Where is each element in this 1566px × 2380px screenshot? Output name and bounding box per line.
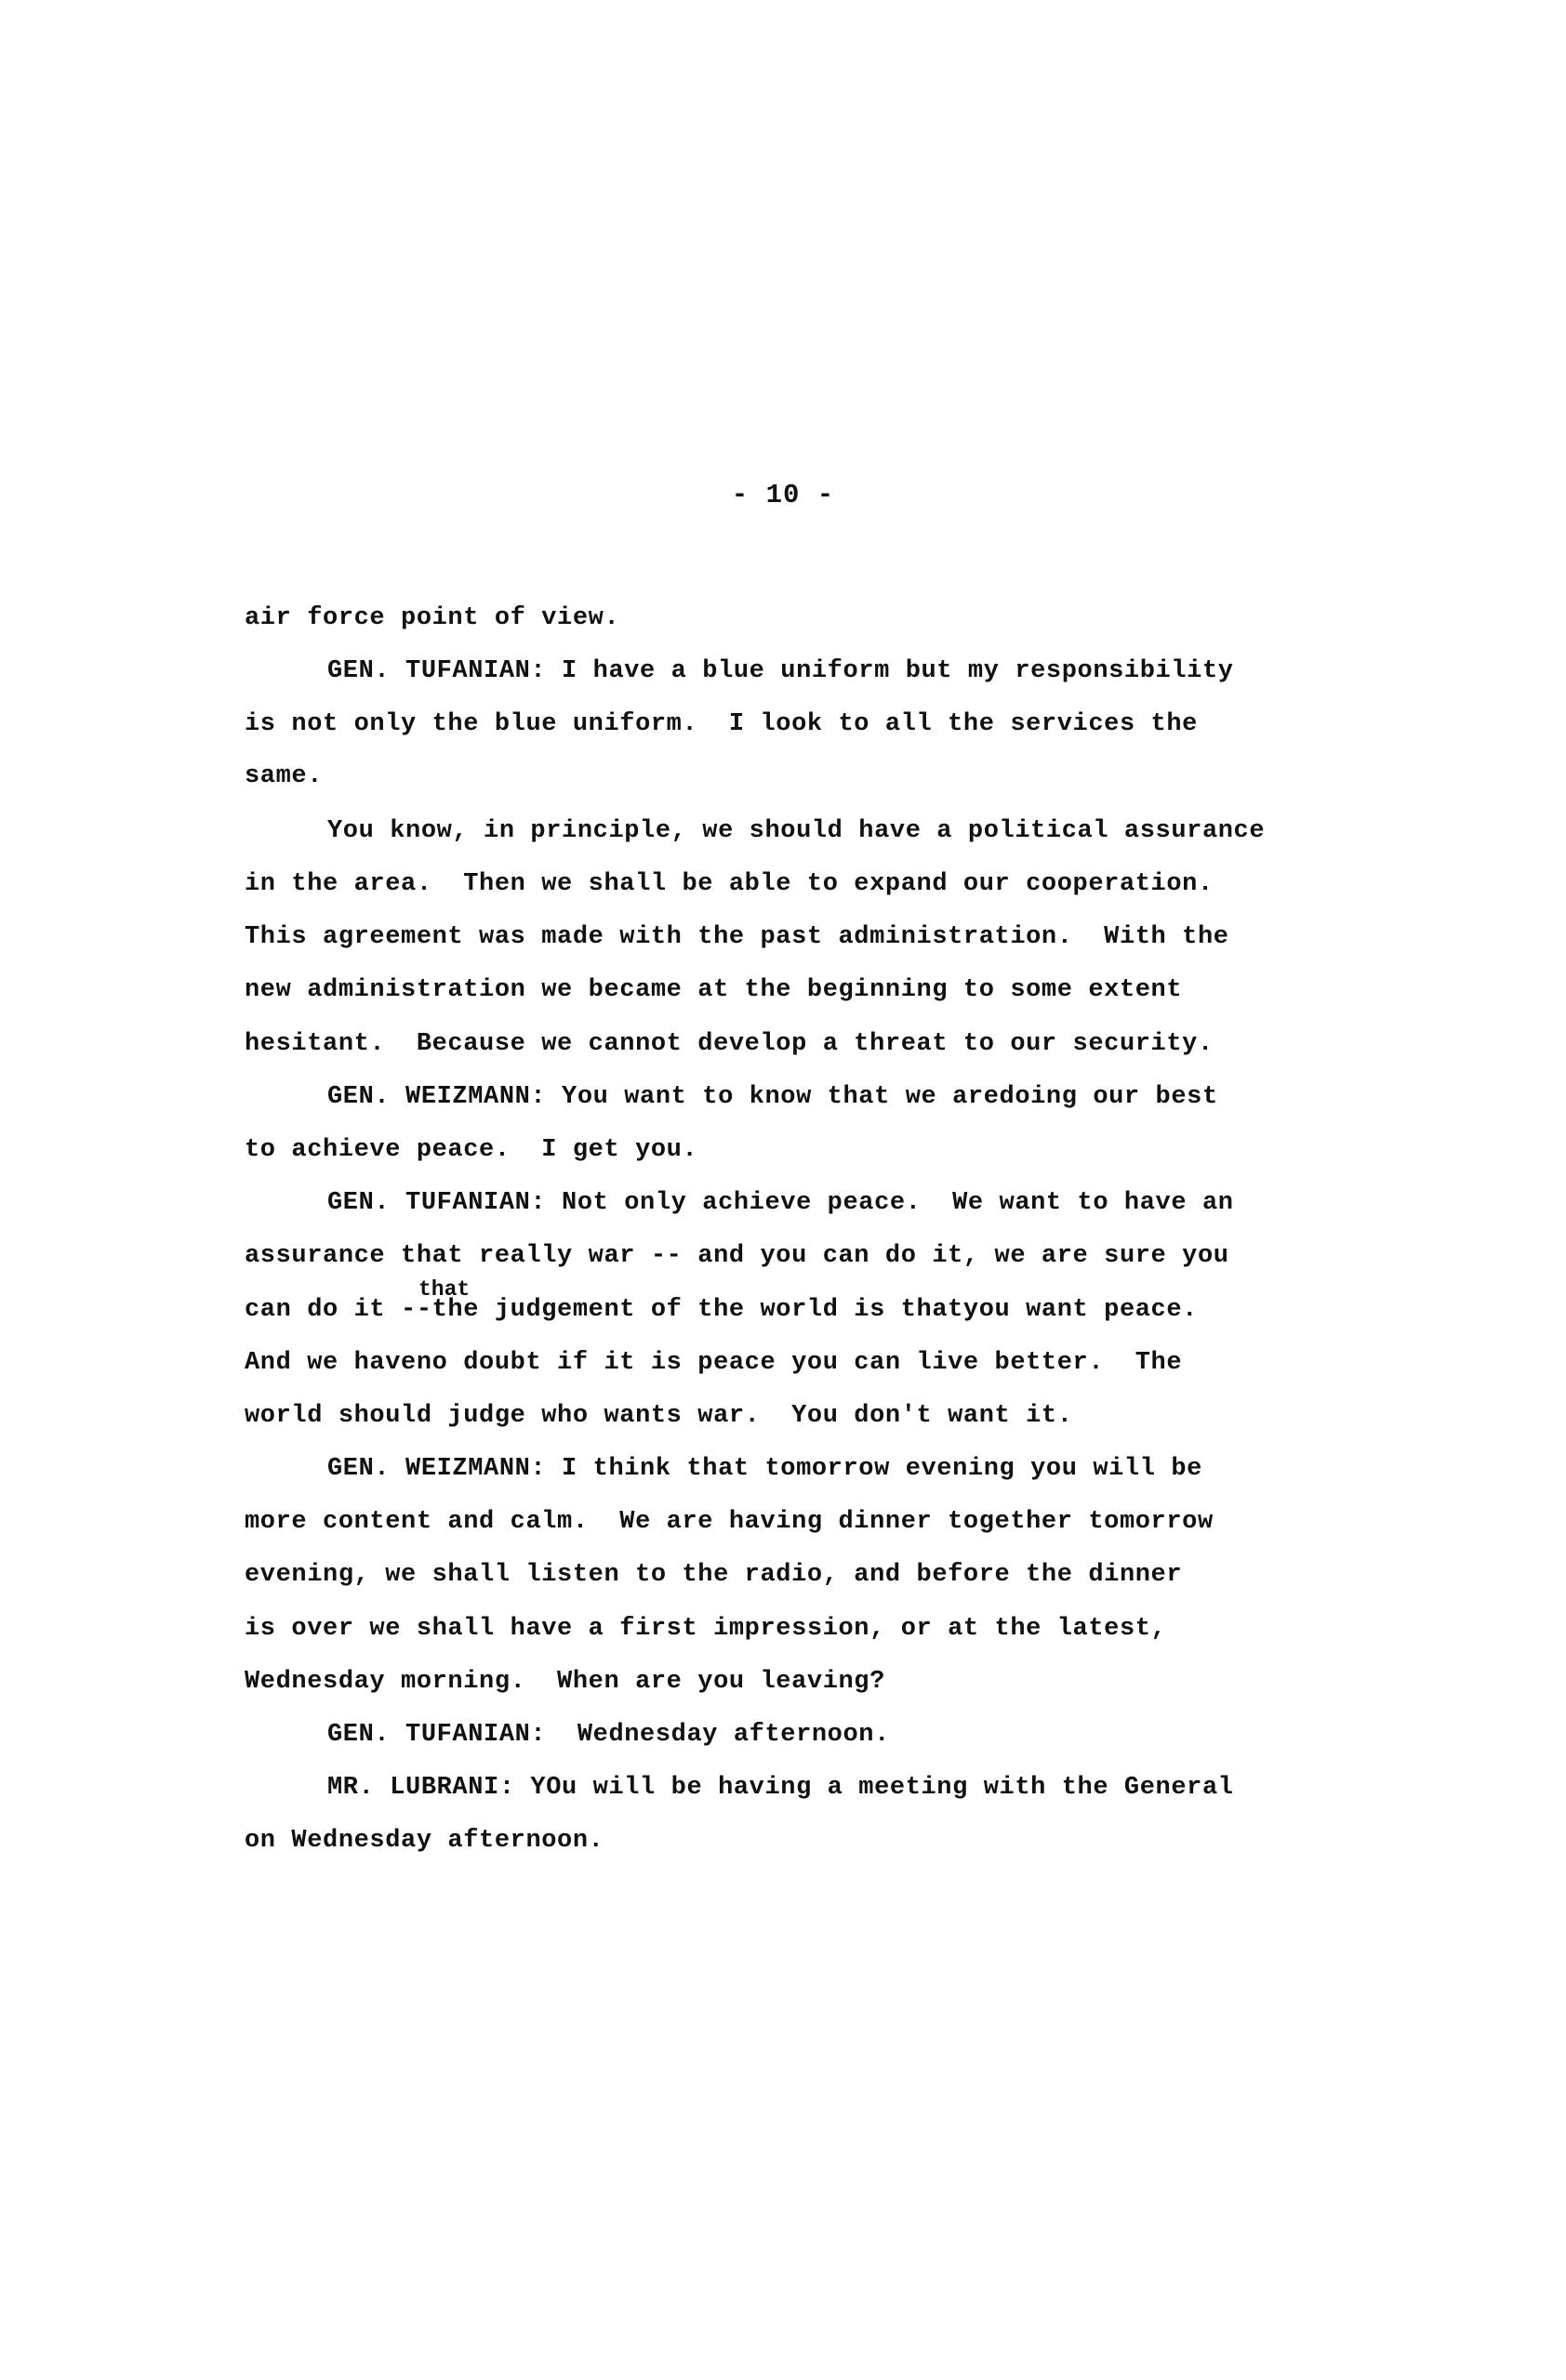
text-line: in the area. Then we shall be able to expand our cooperation. bbox=[245, 870, 1214, 898]
text-line: is not only the blue uniform. I look to all the services the bbox=[245, 710, 1198, 738]
text-line: can do it --the judgement of the world is thatyou want peace. bbox=[245, 1296, 1198, 1324]
text-line: evening, we shall listen to the radio, and before the dinner bbox=[245, 1561, 1183, 1589]
text-line: Wednesday morning. When are you leaving? bbox=[245, 1668, 885, 1696]
text-line: on Wednesday afternoon. bbox=[245, 1827, 604, 1855]
text-line: is over we shall have a first impression, or at the latest, bbox=[245, 1615, 1167, 1643]
text-line: GEN. WEIZMANN: You want to know that we aredoing our best bbox=[327, 1083, 1218, 1111]
text-line: world should judge who wants war. You don't want it. bbox=[245, 1402, 1073, 1430]
text-line: You know, in principle, we should have a political assurance bbox=[327, 817, 1266, 845]
text-line: MR. LUBRANI: YOu will be having a meeting with the General bbox=[327, 1774, 1234, 1802]
text-line: And we haveno doubt if it is peace you can live better. The bbox=[245, 1349, 1183, 1377]
text-line: to achieve peace. I get you. bbox=[245, 1136, 698, 1164]
text-line: same. bbox=[245, 762, 324, 790]
text-line: more content and calm. We are having dinner together tomorrow bbox=[245, 1508, 1214, 1536]
text-line: GEN. WEIZMANN: I think that tomorrow evening you will be bbox=[327, 1455, 1202, 1483]
text-line: assurance that really war -- and you can do it, we are sure you bbox=[245, 1242, 1229, 1270]
text-line: GEN. TUFANIAN: I have a blue uniform but my responsibility bbox=[327, 657, 1234, 685]
handwritten-insert: that bbox=[418, 1277, 471, 1302]
text-line: GEN. TUFANIAN: Not only achieve peace. We want to have an bbox=[327, 1189, 1234, 1217]
text-line: hesitant. Because we cannot develop a threat to our security. bbox=[245, 1030, 1214, 1058]
text-line: This agreement was made with the past administration. With the bbox=[245, 923, 1229, 951]
text-line: new administration we became at the beginning to some extent bbox=[245, 976, 1183, 1004]
text-line-with-insert bbox=[245, 1294, 1198, 1326]
page-number: - 10 - bbox=[731, 480, 835, 510]
text-line: GEN. TUFANIAN: Wednesday afternoon. bbox=[327, 1721, 890, 1749]
text-line: air force point of view. bbox=[245, 604, 620, 632]
